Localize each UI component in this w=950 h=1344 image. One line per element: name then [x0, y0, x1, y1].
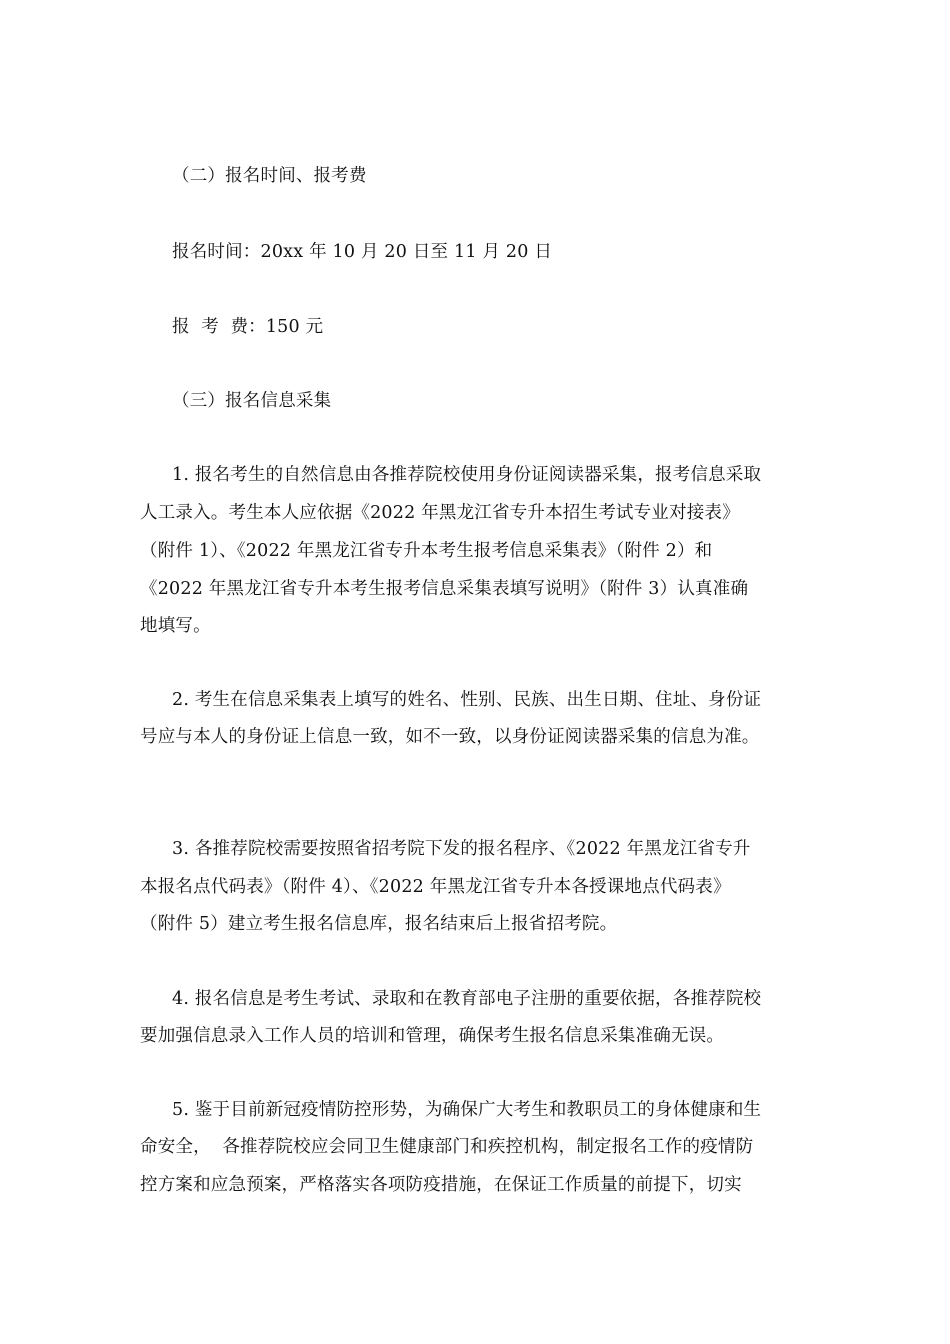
section-2-heading: （二）报名时间、报考费: [172, 166, 367, 186]
item-5-line: 5. 鉴于目前新冠疫情防控形势，为确保广大考生和教职员工的身体健康和生: [172, 1100, 762, 1120]
item-4-line: 4. 报名信息是考生考试、录取和在教育部电子注册的重要依据，各推荐院校: [172, 989, 762, 1009]
item-5-line: 命安全， 各推荐院校应会同卫生健康部门和疾控机构，制定报名工作的疫情防: [140, 1137, 754, 1157]
item-2-line: 2. 考生在信息采集表上填写的姓名、性别、民族、出生日期、住址、身份证: [172, 690, 762, 710]
registration-fee: 报 考 费：150 元: [172, 317, 324, 337]
item-3-line: 本报名点代码表》（附件 4）、《2022 年黑龙江省专升本各授课地点代码表》: [140, 877, 731, 897]
section-3-heading: （三）报名信息采集: [172, 391, 332, 411]
registration-time: 报名时间：20xx 年 10 月 20 日至 11 月 20 日: [172, 242, 553, 262]
item-1-line: 1. 报名考生的自然信息由各推荐院校使用身份证阅读器采集，报考信息采取: [172, 465, 762, 485]
item-1-line: 《2022 年黑龙江省专升本考生报考信息采集表填写说明》（附件 3）认真准确: [140, 579, 749, 599]
item-2-line: 号应与本人的身份证上信息一致，如不一致，以身份证阅读器采集的信息为准。: [140, 727, 760, 747]
item-1-line: 地填写。: [140, 616, 211, 636]
item-5-line: 控方案和应急预案，严格落实各项防疫措施，在保证工作质量的前提下，切实: [140, 1175, 742, 1195]
item-4-line: 要加强信息录入工作人员的培训和管理，确保考生报名信息采集准确无误。: [140, 1026, 725, 1046]
item-3-line: 3. 各推荐院校需要按照省招考院下发的报名程序、《2022 年黑龙江省专升: [172, 839, 751, 859]
item-3-line: （附件 5）建立考生报名信息库，报名结束后上报省招考院。: [140, 914, 618, 934]
item-1-line: 人工录入。考生本人应依据《2022 年黑龙江省专升本招生考试专业对接表》: [140, 503, 740, 523]
item-1-line: （附件 1）、《2022 年黑龙江省专升本考生报考信息采集表》（附件 2）和: [140, 541, 713, 561]
